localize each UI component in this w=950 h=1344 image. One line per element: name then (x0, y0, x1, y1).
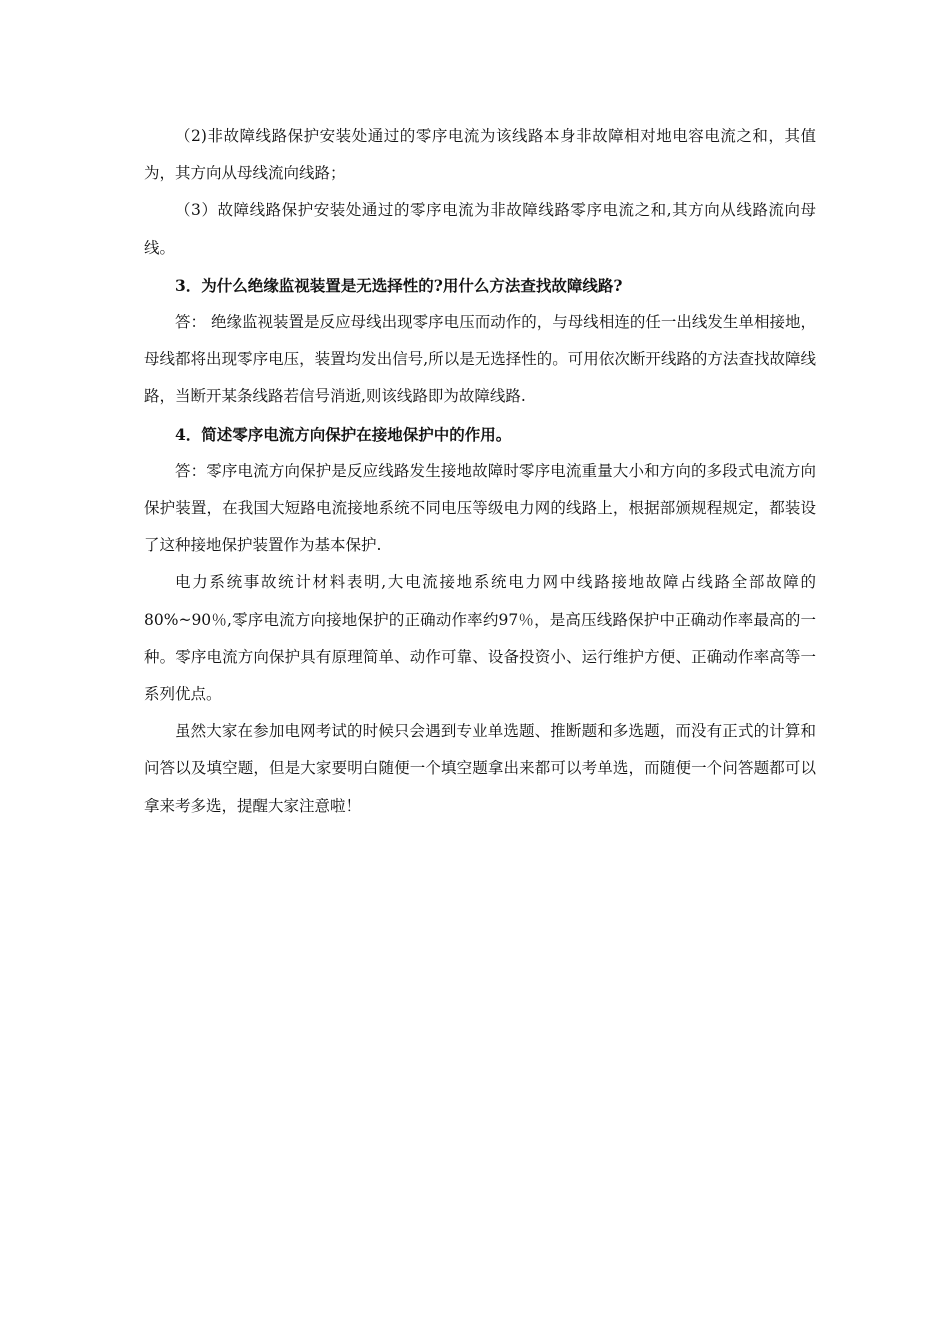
question-3-heading: 3．为什么绝缘监视装置是无选择性的?用什么方法查找故障线路? (175, 275, 623, 295)
answer-4-paragraph: 答：零序电流方向保护是反应线路发生接地故障时零序电流重量大小和方向的多段式电流方向保护装置，在我国大短路电流接地系统不同电压等级电力网的线路上，根据部颁规程规定，都装设了这种接地保护装置作为基本保护. (144, 461, 816, 555)
statistics-paragraph: 电力系统事故统计材料表明,大电流接地系统电力网中线路接地故障占线路全部故障的80%~90％,零序电流方向接地保护的正确动作率约97％，是高压线路保护中正确动作率最高的一种。零序电流方向保护具有原理简单、动作可靠、设备投资小、运行维护方便、正确动作率高等一系列优点。 (144, 573, 816, 704)
question-4-heading: 4．简述零序电流方向保护在接地保护中的作用。 (175, 424, 512, 444)
paragraph-zero-sequence-healthy-line: （2)非故障线路保护安装处通过的零序电流为该线路本身非故障相对地电容电流之和，其值为，其方向从母线流向线路； (144, 127, 816, 183)
paragraph-zero-sequence-faulty-line: （3）故障线路保护安装处通过的零序电流为非故障线路零序电流之和,其方向从线路流向母线。 (144, 201, 816, 257)
document-body (144, 118, 816, 825)
exam-reminder-paragraph: 虽然大家在参加电网考试的时候只会遇到专业单选题、推断题和多选题，而没有正式的计算和问答以及填空题，但是大家要明白随便一个填空题拿出来都可以考单选，而随便一个问答题都可以拿来考多选，提醒大家注意啦！ (144, 722, 816, 815)
answer-3-paragraph: 答： 绝缘监视装置是反应母线出现零序电压而动作的，与母线相连的任一出线发生单相接地，母线都将出现零序电压，装置均发出信号,所以是无选择性的。可用依次断开线路的方法查找故障线路，当断开某条线路若信号消逝,则该线路即为故障线路. (144, 313, 816, 406)
